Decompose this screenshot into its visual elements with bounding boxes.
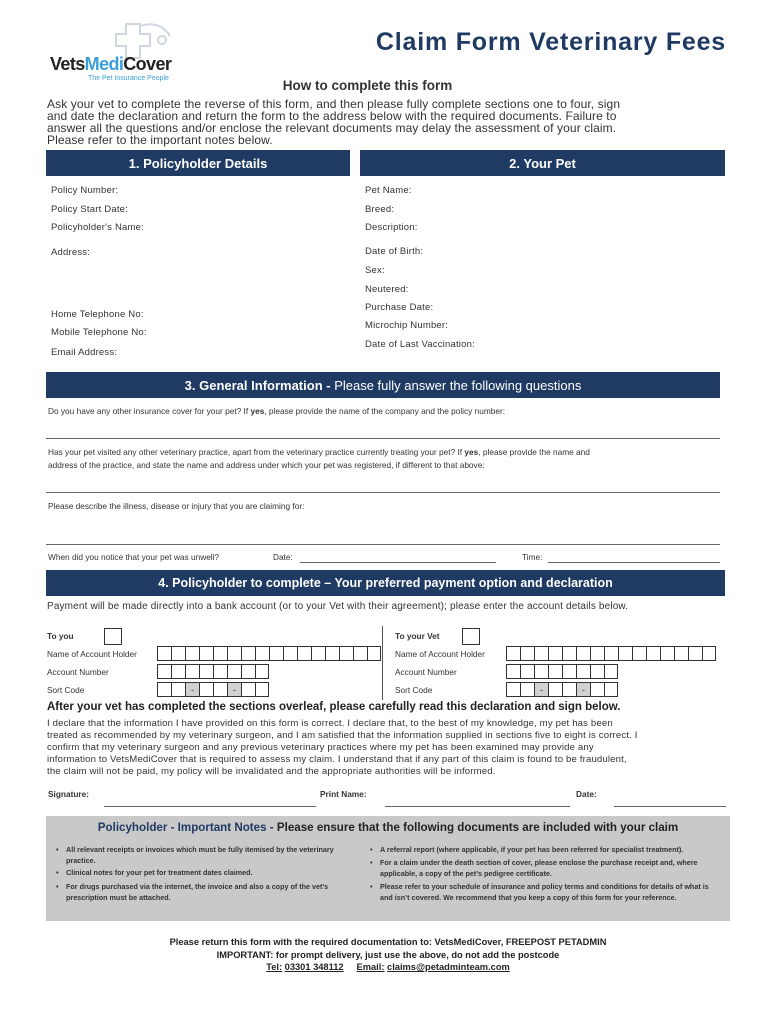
declaration-date-label: Date: [576, 789, 597, 799]
to-you-checkbox[interactable] [104, 628, 122, 645]
q2-yes: yes [464, 447, 479, 457]
declaration-line: the claim will not be paid, my policy will be invalidated and the appropriate authorities will be informed. [47, 766, 496, 777]
footer-important-line: IMPORTANT: for prompt delivery, just use the above, do not add the postcode [216, 949, 560, 960]
email-label: Email Address: [51, 347, 118, 358]
account-holder-boxes-vet[interactable] [506, 646, 716, 661]
how-to-text [47, 98, 727, 146]
illness-answer-line[interactable] [46, 544, 720, 545]
account-number-boxes-you[interactable] [157, 664, 269, 679]
note-item: • A referral report (where applicable, if your pet has been referred for specialist treatment). [368, 845, 723, 856]
how-to-line: answer all the questions and/or enclose the relevant documents may delay the assessment of your claim. [47, 121, 617, 135]
unwell-date-line[interactable] [300, 562, 496, 563]
how-to-line: Please refer to the important notes below. [47, 133, 273, 147]
sort-code-boxes-vet[interactable] [506, 682, 618, 697]
note-item: • For drugs purchased via the internet, the invoice and also a copy of the vet’s prescription must be attached. [54, 882, 349, 903]
sort-code-dash: - [185, 682, 199, 697]
logo-vets: Vets [50, 54, 85, 74]
notes-heading-rest: Please ensure that the following documents are included with your claim [276, 821, 679, 834]
to-vet-label: To your Vet [395, 631, 440, 641]
to-vet-checkbox[interactable] [462, 628, 480, 645]
footer-tel-label: Tel: [266, 962, 283, 972]
page-title: Claim Form Veterinary Fees [375, 28, 726, 56]
logo-tagline: The Pet Insurance People [88, 75, 169, 82]
unwell-date-label: Date: [273, 552, 293, 562]
mobile-tel-label: Mobile Telephone No: [51, 327, 147, 338]
section3-header [46, 372, 720, 398]
section1-header: 1. Policyholder Details [46, 150, 350, 176]
sex-label: Sex: [365, 265, 385, 276]
policy-start-label: Policy Start Date: [51, 204, 128, 215]
home-tel-label: Home Telephone No: [51, 309, 144, 320]
sort-code-dash: - [227, 682, 241, 697]
sort-code-label-vet: Sort Code [395, 685, 433, 695]
policyholder-name-label: Policyholder's Name: [51, 222, 144, 233]
declaration-date-line[interactable] [614, 806, 726, 807]
account-number-label-vet: Account Number [395, 667, 457, 677]
note-item: • Please refer to your schedule of insurance and policy terms and conditions for details of what is and isn’t covered. We recommend that you keep a copy of this form for your reference. [368, 882, 723, 903]
logo-cover: Cover [123, 54, 172, 74]
dob-label: Date of Birth: [365, 246, 424, 257]
unwell-time-line[interactable] [548, 562, 720, 563]
account-number-label-you: Account Number [47, 667, 109, 677]
footer-email-label: Email: [356, 962, 385, 972]
how-to-line: Ask your vet to complete the reverse of this form, and then please fully complete sections one to four, sign [47, 97, 621, 111]
note-item: • For a claim under the death section of cover, please enclose the purchase receipt and, where applicable, a copy of the pet’s pedigree certificate. [368, 858, 723, 879]
footer-email[interactable]: claims@petadminteam.com [387, 962, 510, 972]
print-name-label: Print Name: [320, 789, 367, 799]
declaration-line: I declare that the information I have provided on this form is correct. I declare that, to the best of my knowledge, my pet has been [47, 718, 613, 729]
pet-name-label: Pet Name: [365, 185, 412, 196]
note-item: • Clinical notes for your pet for treatment dates claimed. [54, 868, 349, 879]
section3-heading-bold: 3. General Information - [184, 377, 335, 393]
other-practice-question [48, 446, 590, 472]
when-unwell-question: When did you notice that your pet was unwell? [48, 552, 220, 562]
microchip-label: Microchip Number: [365, 320, 449, 331]
signature-label: Signature: [48, 789, 90, 799]
other-practice-answer-line[interactable] [46, 492, 720, 493]
section3-heading-rest: Please fully answer the following questions [334, 377, 582, 393]
sort-code-dash: - [534, 682, 548, 697]
vaccination-label: Date of Last Vaccination: [365, 339, 475, 350]
q1-text: Do you have any other insurance cover for your pet? If [48, 406, 251, 416]
how-to-heading: How to complete this form [282, 78, 453, 93]
account-holder-label-you: Name of Account Holder [47, 649, 137, 659]
neutered-label: Neutered: [365, 284, 409, 295]
account-number-boxes-vet[interactable] [506, 664, 618, 679]
important-notes-heading [46, 821, 730, 834]
to-you-label: To you [47, 631, 74, 641]
footer-tel[interactable]: 03301 348112 [284, 962, 344, 972]
q1-text-end: , please provide the name of the company and the policy number: [264, 406, 506, 416]
print-name-line[interactable] [385, 806, 570, 807]
section4-header: 4. Policyholder to complete – Your preferred payment option and declaration [46, 570, 725, 596]
payment-divider [382, 626, 383, 700]
other-insurance-answer-line[interactable] [46, 438, 720, 439]
unwell-time-label: Time: [522, 552, 543, 562]
account-holder-label-vet: Name of Account Holder [395, 649, 485, 659]
footer [0, 936, 770, 974]
declaration-heading: After your vet has completed the sections overleaf, please carefully read this declaration and sign below. [47, 701, 621, 713]
q1-yes: yes [250, 406, 265, 416]
note-item: • All relevant receipts or invoices which must be fully itemised by the veterinary practice. [54, 845, 349, 866]
how-to-line: and date the declaration and return the form to the address below with the required documents. Failure to [47, 109, 617, 123]
q2-text: Has your pet visited any other veterinary practice, apart from the veterinary practice currently treating your pet? If [48, 447, 465, 457]
declaration-line: treated as recommended by my veterinary surgeon, and I am satisfied that the information supplied in sections five to eight is correct. I [47, 730, 638, 741]
description-label: Description: [365, 222, 418, 233]
declaration-text [47, 718, 727, 778]
sort-code-label-you: Sort Code [47, 685, 85, 695]
declaration-line: confirm that my veterinary surgeon and any previous veterinary practices where my pet has been examined may provide any [47, 742, 594, 753]
illness-question: Please describe the illness, disease or injury that you are claiming for: [48, 501, 305, 511]
account-holder-boxes-you[interactable] [157, 646, 381, 661]
other-insurance-question [48, 405, 505, 418]
q2-line2: address of the practice, and state the name and address under which your pet was registered, if different to that above: [48, 460, 485, 470]
footer-return-line: Please return this form with the required documentation to: VetsMediCover, FREEPOST PETADMIN [169, 937, 607, 947]
breed-label: Breed: [365, 204, 395, 215]
sort-code-boxes-you[interactable] [157, 682, 269, 697]
signature-line[interactable] [104, 806, 316, 807]
footer-contact-line [0, 961, 770, 974]
payment-note: Payment will be made directly into a bank account (or to your Vet with their agreement); please enter the account details below. [47, 601, 629, 612]
address-label: Address: [51, 247, 91, 258]
purchase-date-label: Purchase Date: [365, 302, 434, 313]
notes-heading-bold: Policyholder - Important Notes - [97, 821, 277, 834]
section2-header: 2. Your Pet [360, 150, 725, 176]
logo-medi: Medi [84, 54, 124, 74]
policy-number-label: Policy Number: [51, 185, 119, 196]
q2-text-end: , please provide the name and [478, 447, 590, 457]
declaration-line: information to VetsMediCover that is required to assess my claim. I understand that if any part of this claim is found to be fraudulent, [47, 754, 627, 765]
sort-code-dash: - [576, 682, 590, 697]
